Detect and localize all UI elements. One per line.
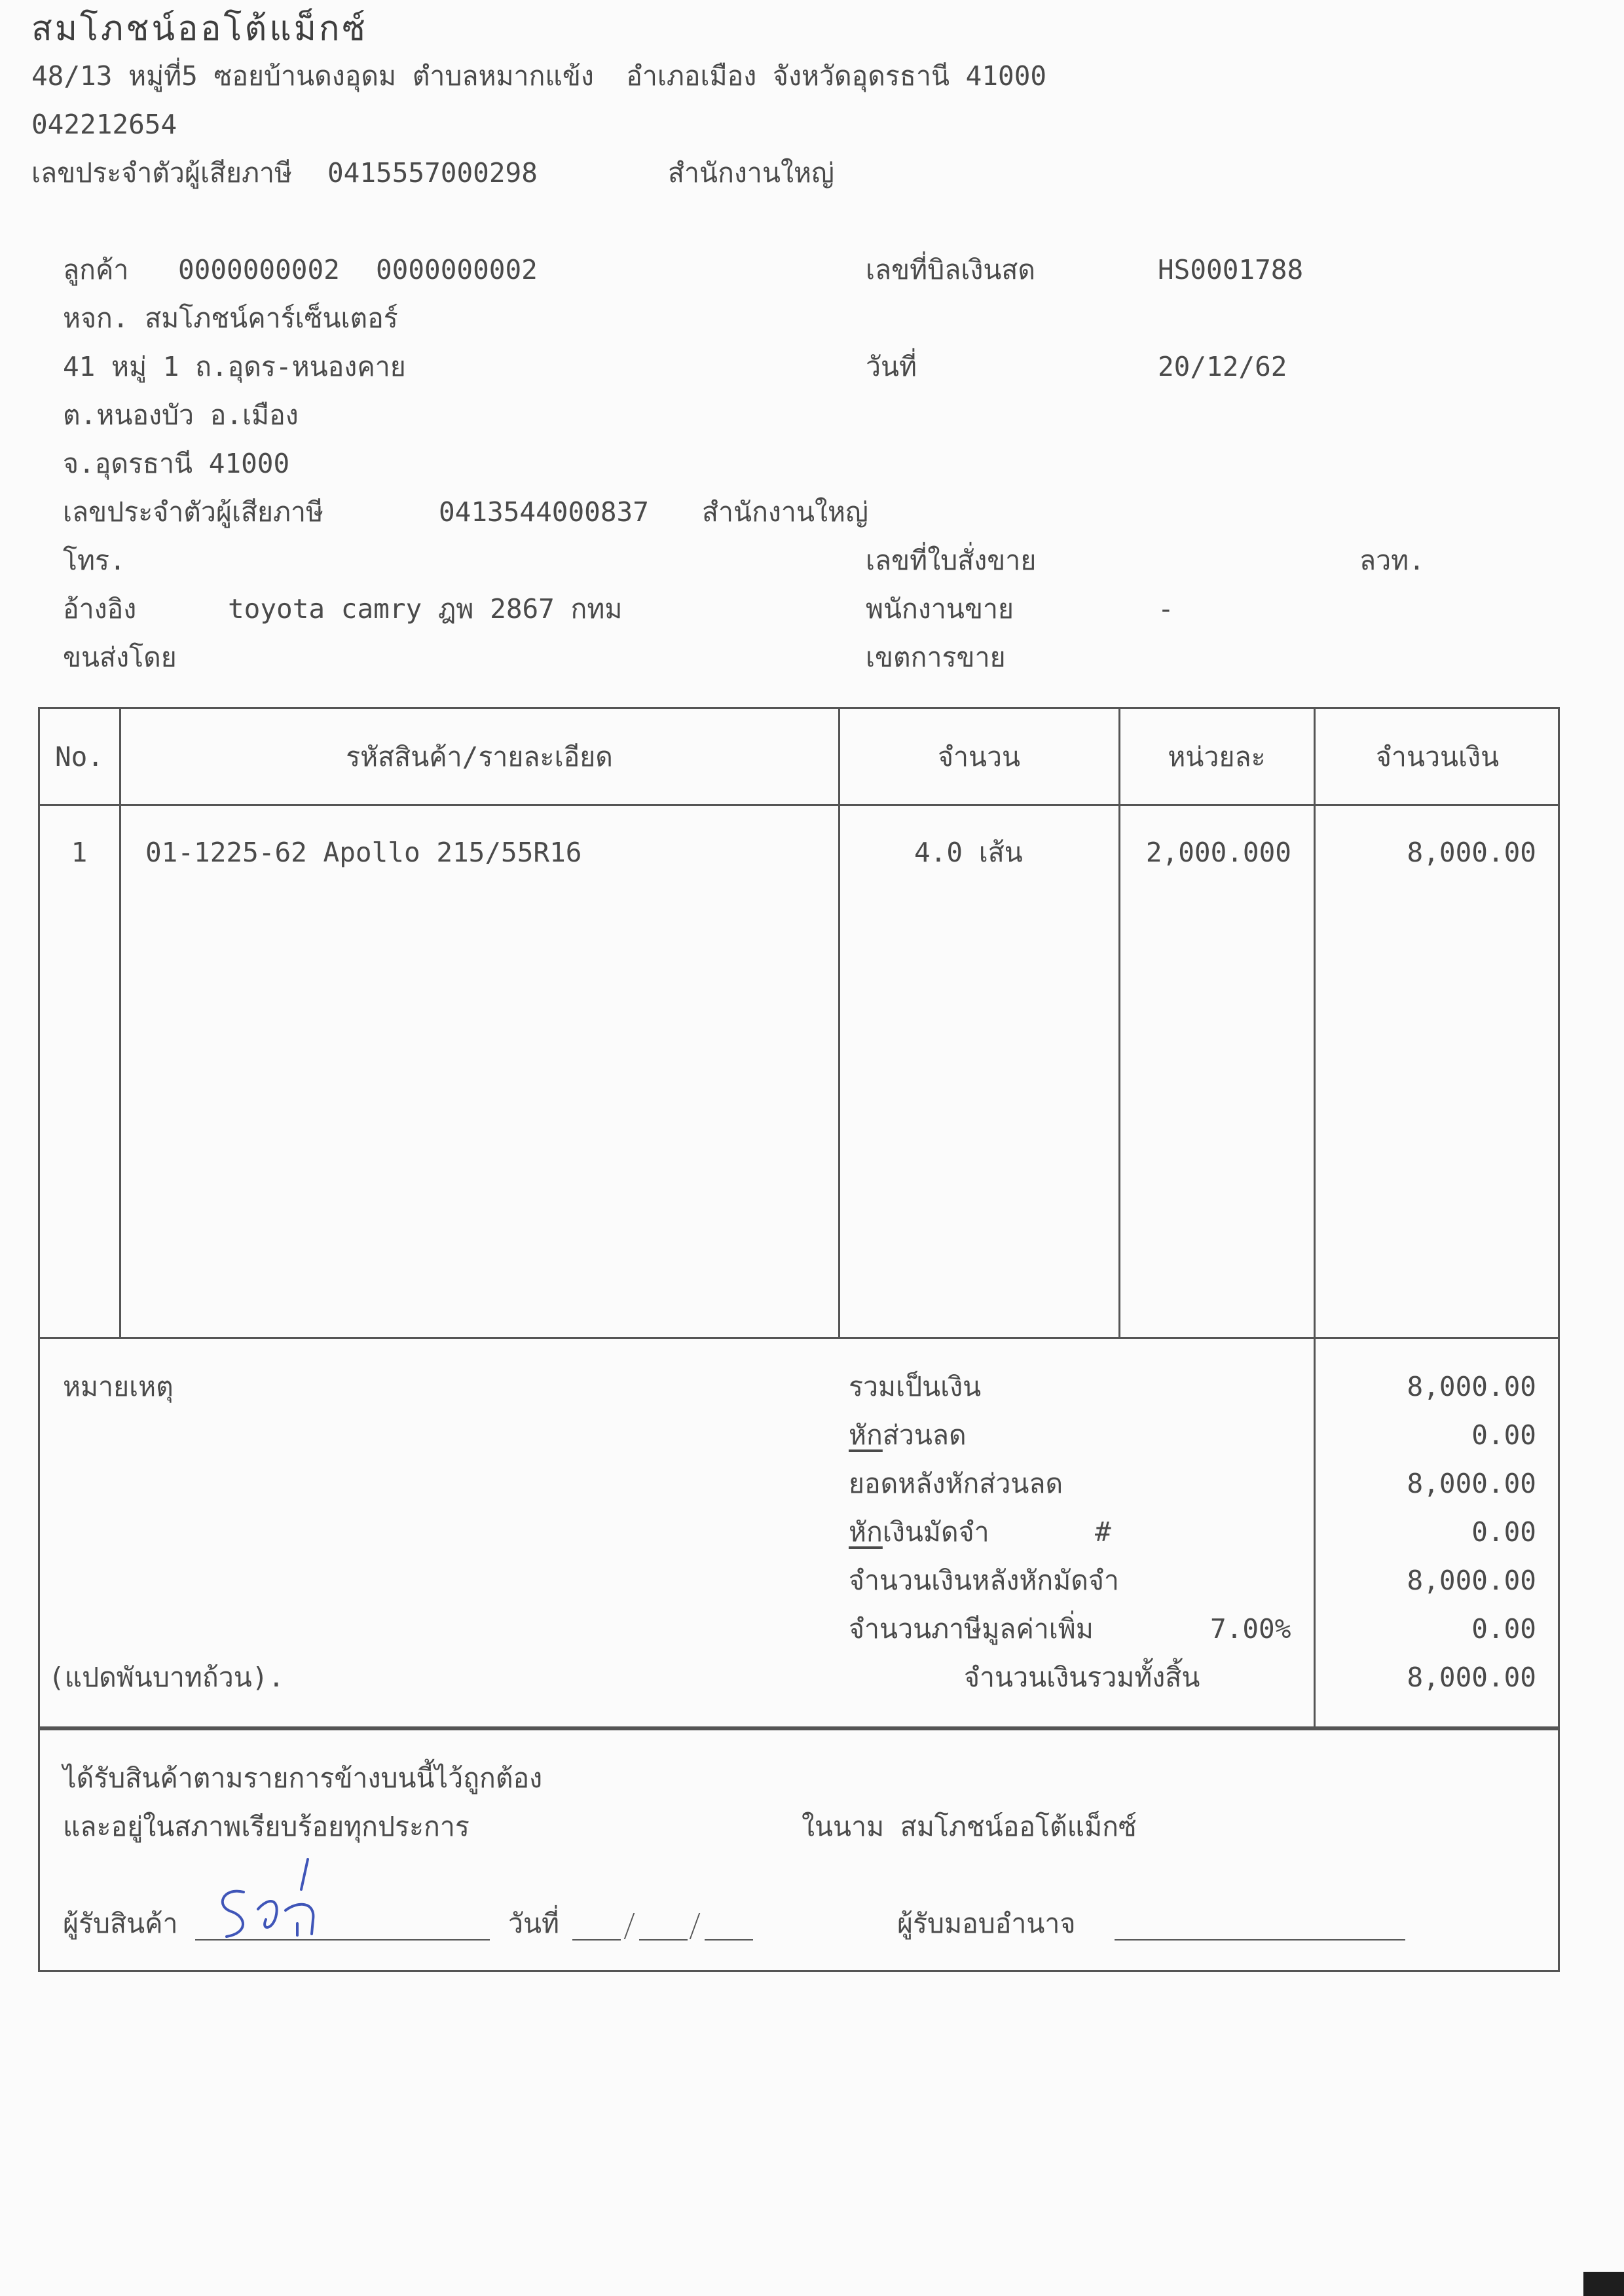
customer-code-2: 0000000002 [376, 254, 538, 285]
summary-label-after-deposit: จำนวนเงินหลังหักมัดจำ [849, 1565, 1119, 1596]
customer-phone-label: โทร. [63, 545, 126, 576]
summary-label-discount-text: ส่วนลด [882, 1419, 967, 1451]
company-tax-label: เลขประจำตัวผู้เสียภาษี [31, 157, 293, 189]
receive-date-day-line [572, 1939, 621, 1941]
salesperson-value: - [1158, 593, 1174, 625]
summary-label-discount-prefix: หัก [849, 1419, 883, 1451]
summary-value-after-discount: 8,000.00 [1407, 1468, 1536, 1499]
customer-branch: สำนักงานใหญ่ [702, 496, 868, 528]
company-name: สมโภชน์ออโต้แม็กซ์ [31, 9, 368, 48]
col-divider-3 [1118, 707, 1120, 1337]
footer-line-1: ได้รับสินค้าตามรายการข้างบนนี้ไว้ถูกต้อง [63, 1762, 543, 1794]
grand-total-value: 8,000.00 [1407, 1662, 1536, 1693]
header-description: รหัสสินค้า/รายละเอียด [346, 741, 613, 773]
customer-name: หจก. สมโภชน์คาร์เซ็นเตอร์ [63, 302, 398, 334]
receiver-label: ผู้รับสินค้า [63, 1908, 178, 1939]
row-1-no: 1 [71, 837, 88, 868]
summary-label-after-discount: ยอดหลังหักส่วนลด [849, 1468, 1063, 1499]
sales-order-label: เลขที่ใบสั่งขาย [866, 545, 1037, 576]
summary-deposit-hash: # [1095, 1516, 1111, 1548]
summary-label-subtotal: รวมเป็นเงิน [849, 1371, 982, 1402]
on-behalf-of: ในนาม สมโภชน์ออโต้แม็กซ์ [802, 1811, 1137, 1842]
summary-label-deposit-text: เงินมัดจำ [882, 1516, 989, 1548]
customer-address-2: ต.หนองบัว อ.เมือง [63, 399, 299, 431]
company-phone: 042212654 [31, 109, 177, 140]
sales-area-label: เขตการขาย [866, 642, 1006, 673]
customer-address-1: 41 หมู่ 1 ถ.อุดร-หนองคาย [63, 351, 406, 382]
summary-value-deposit: 0.00 [1471, 1516, 1536, 1548]
bill-number-label: เลขที่บิลเงินสด [866, 254, 1036, 285]
grand-total-label: จำนวนเงินรวมทั้งสิ้น [964, 1662, 1200, 1693]
col-divider-2 [838, 707, 840, 1337]
row-1-amount: 8,000.00 [1407, 837, 1536, 868]
company-branch: สำนักงานใหญ่ [668, 157, 834, 189]
customer-code-1: 0000000002 [178, 254, 340, 285]
header-unit-price: หน่วยละ [1168, 741, 1266, 773]
summary-label-deposit [849, 1516, 989, 1548]
receive-date-label: วันที่ [508, 1908, 560, 1939]
summary-value-after-deposit: 8,000.00 [1407, 1565, 1536, 1596]
table-summary-divider [38, 1337, 1560, 1339]
reference-value: toyota camry ฎพ 2867 กทม [228, 593, 623, 625]
remark-label: หมายเหตุ [63, 1371, 174, 1402]
authorized-label: ผู้รับมอบอำนาจ [897, 1908, 1076, 1939]
customer-label: ลูกค้า [63, 254, 129, 285]
header-quantity: จำนวน [937, 741, 1021, 773]
company-tax-id: 0415557000298 [327, 157, 538, 189]
reference-label: อ้างอิง [63, 593, 137, 625]
bill-number: HS0001788 [1158, 254, 1304, 285]
customer-tax-id: 0413544000837 [439, 496, 649, 528]
summary-value-subtotal: 8,000.00 [1407, 1371, 1536, 1402]
summary-label-deposit-prefix: หัก [849, 1516, 883, 1548]
footer-line-2: และอยู่ในสภาพเรียบร้อยทุกประการ [63, 1811, 470, 1842]
customer-address-3: จ.อุดรธานี 41000 [63, 448, 290, 479]
authorized-signature-line [1115, 1939, 1405, 1941]
col-divider-1 [119, 707, 121, 1337]
row-1-unit-price: 2,000.000 [1145, 837, 1291, 868]
bill-date-label: วันที่ [866, 351, 917, 382]
receiver-signature [203, 1846, 347, 1944]
bill-date: 20/12/62 [1158, 351, 1287, 382]
header-amount: จำนวนเงิน [1375, 741, 1500, 773]
summary-label-discount [849, 1419, 967, 1451]
company-address: 48/13 หมู่ที่5 ซอยบ้านดงอุดม ตำบลหมากแข้ง อำเภอเมือง จังหวัดอุดรธานี 41000 [31, 60, 1047, 92]
shipping-label: ขนส่งโดย [63, 642, 177, 673]
amount-in-words: (แปดพันบาทถ้วน). [48, 1662, 285, 1693]
salesperson-label: พนักงานขาย [866, 593, 1014, 625]
receive-date-month-line [639, 1939, 688, 1941]
customer-tax-label: เลขประจำตัวผู้เสียภาษี [63, 496, 324, 528]
summary-vat-rate: 7.00% [1210, 1613, 1291, 1645]
receive-date-year-line [705, 1939, 753, 1941]
table-header-divider [38, 804, 1560, 806]
row-1-quantity: 4.0 เส้น [914, 837, 1023, 868]
scan-edge-mark [1583, 2272, 1624, 2296]
summary-value-vat: 0.00 [1471, 1613, 1536, 1645]
summary-value-discount: 0.00 [1471, 1419, 1536, 1451]
summary-label-vat: จำนวนภาษีมูลค่าเพิ่ม [849, 1613, 1094, 1645]
header-no: No. [54, 741, 104, 773]
row-1-description: 01-1225-62 Apollo 215/55R16 [145, 837, 582, 868]
sales-order-suffix: ลวท. [1359, 545, 1425, 576]
